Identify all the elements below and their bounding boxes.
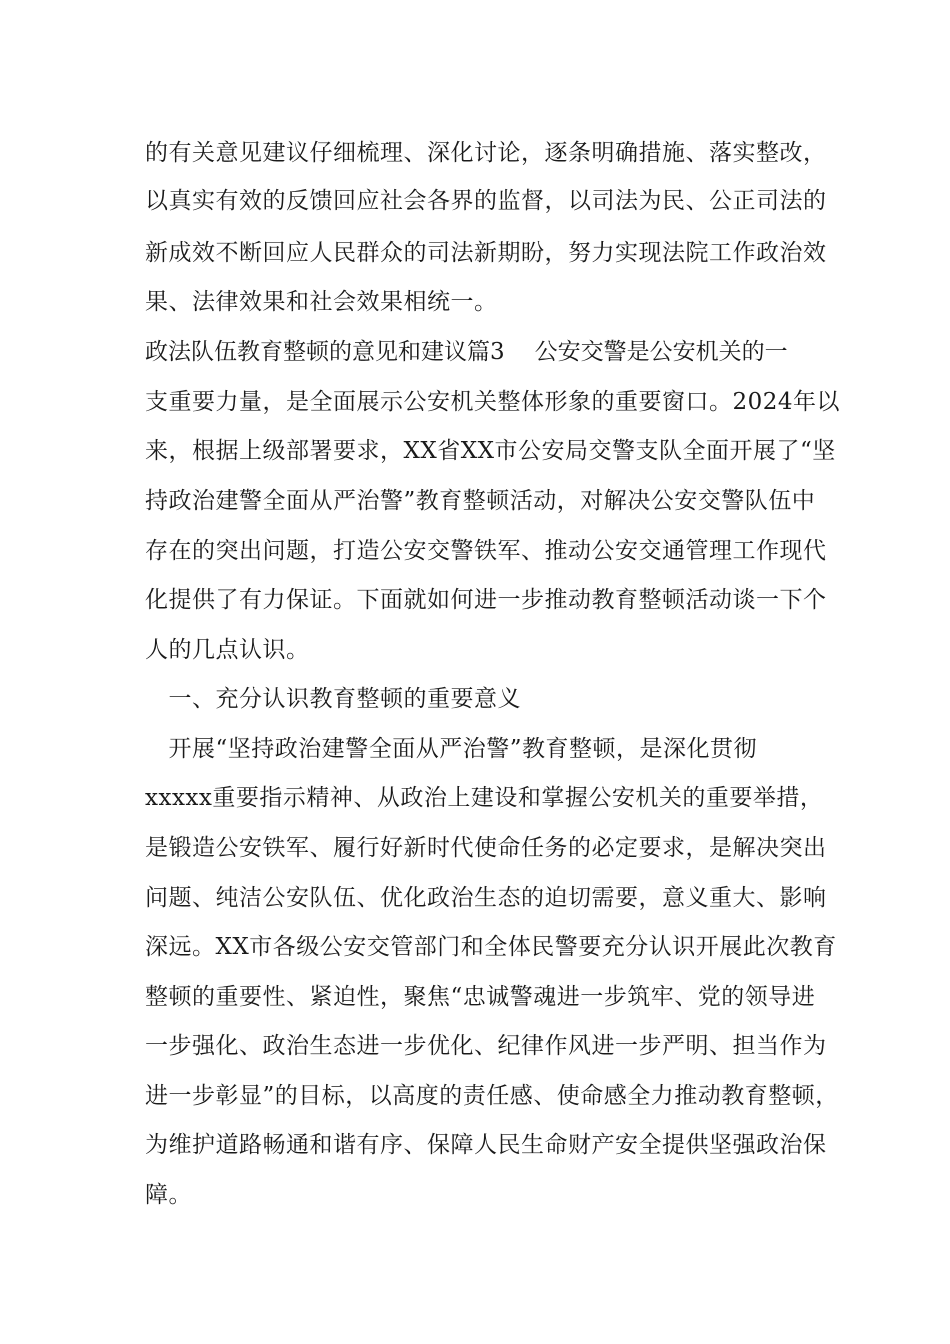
body-text-line: 持政治建警全面从严治警”教育整顿活动，对解决公安交警队伍中: [145, 488, 816, 514]
body-text-line: 来，根据上级部署要求，XX省XX市公安局交警支队全面开展了“坚: [145, 438, 836, 464]
body-text-line: 深远。XX市各级公安交管部门和全体民警要充分认识开展此次教育: [145, 934, 837, 960]
section-title: 政法队伍教育整顿的意见和建议篇3: [145, 339, 505, 365]
body-text-line: 以真实有效的反馈回应社会各界的监督，以司法为民、公正司法的: [145, 188, 827, 214]
body-text-line: 问题、纯洁公安队伍、优化政治生态的迫切需要，意义重大、影响: [145, 885, 827, 911]
body-text-line: 开展“坚持政治建警全面从严治警”教育整顿，是深化贯彻: [145, 736, 758, 762]
body-text-line: 存在的突出问题，打造公安交警铁军、推动公安交通管理工作现代: [145, 538, 827, 564]
body-text-line: 的有关意见建议仔细梳理、深化讨论，逐条明确措施、落实整改，: [145, 140, 827, 166]
body-text-line: 障。: [145, 1182, 192, 1208]
body-text-line: 果、法律效果和社会效果相统一。: [145, 289, 498, 315]
section-heading-line: [145, 338, 835, 366]
subheading-line: 一、充分认识教育整顿的重要意义: [145, 686, 521, 712]
body-text-line: 整顿的重要性、紧迫性，聚焦“忠诚警魂进一步筑牢、党的领导进: [145, 984, 816, 1010]
body-text-line: 支重要力量，是全面展示公安机关整体形象的重要窗口。2024年以: [145, 389, 841, 415]
body-text-line: 人的几点认识。: [145, 637, 310, 663]
body-text-line: 进一步彰显”的目标，以高度的责任感、使命感全力推动教育整顿，: [145, 1083, 839, 1109]
body-text-line: 是锻造公安铁军、履行好新时代使命任务的必定要求，是解决突出: [145, 835, 827, 861]
body-text-line: 一步强化、政治生态进一步优化、纪律作风进一步严明、担当作为: [145, 1033, 827, 1059]
body-text-line: 化提供了有力保证。下面就如何进一步推动教育整顿活动谈一下个: [145, 587, 827, 613]
body-text-line: xxxxx重要指示精神、从政治上建设和掌握公安机关的重要举措，: [145, 785, 824, 811]
section-opening-text: 公安交警是公安机关的一: [534, 339, 788, 365]
body-text-line: 为维护道路畅通和谐有序、保障人民生命财产安全提供坚强政治保: [145, 1132, 827, 1158]
body-text-line: 新成效不断回应人民群众的司法新期盼，努力实现法院工作政治效: [145, 240, 827, 266]
